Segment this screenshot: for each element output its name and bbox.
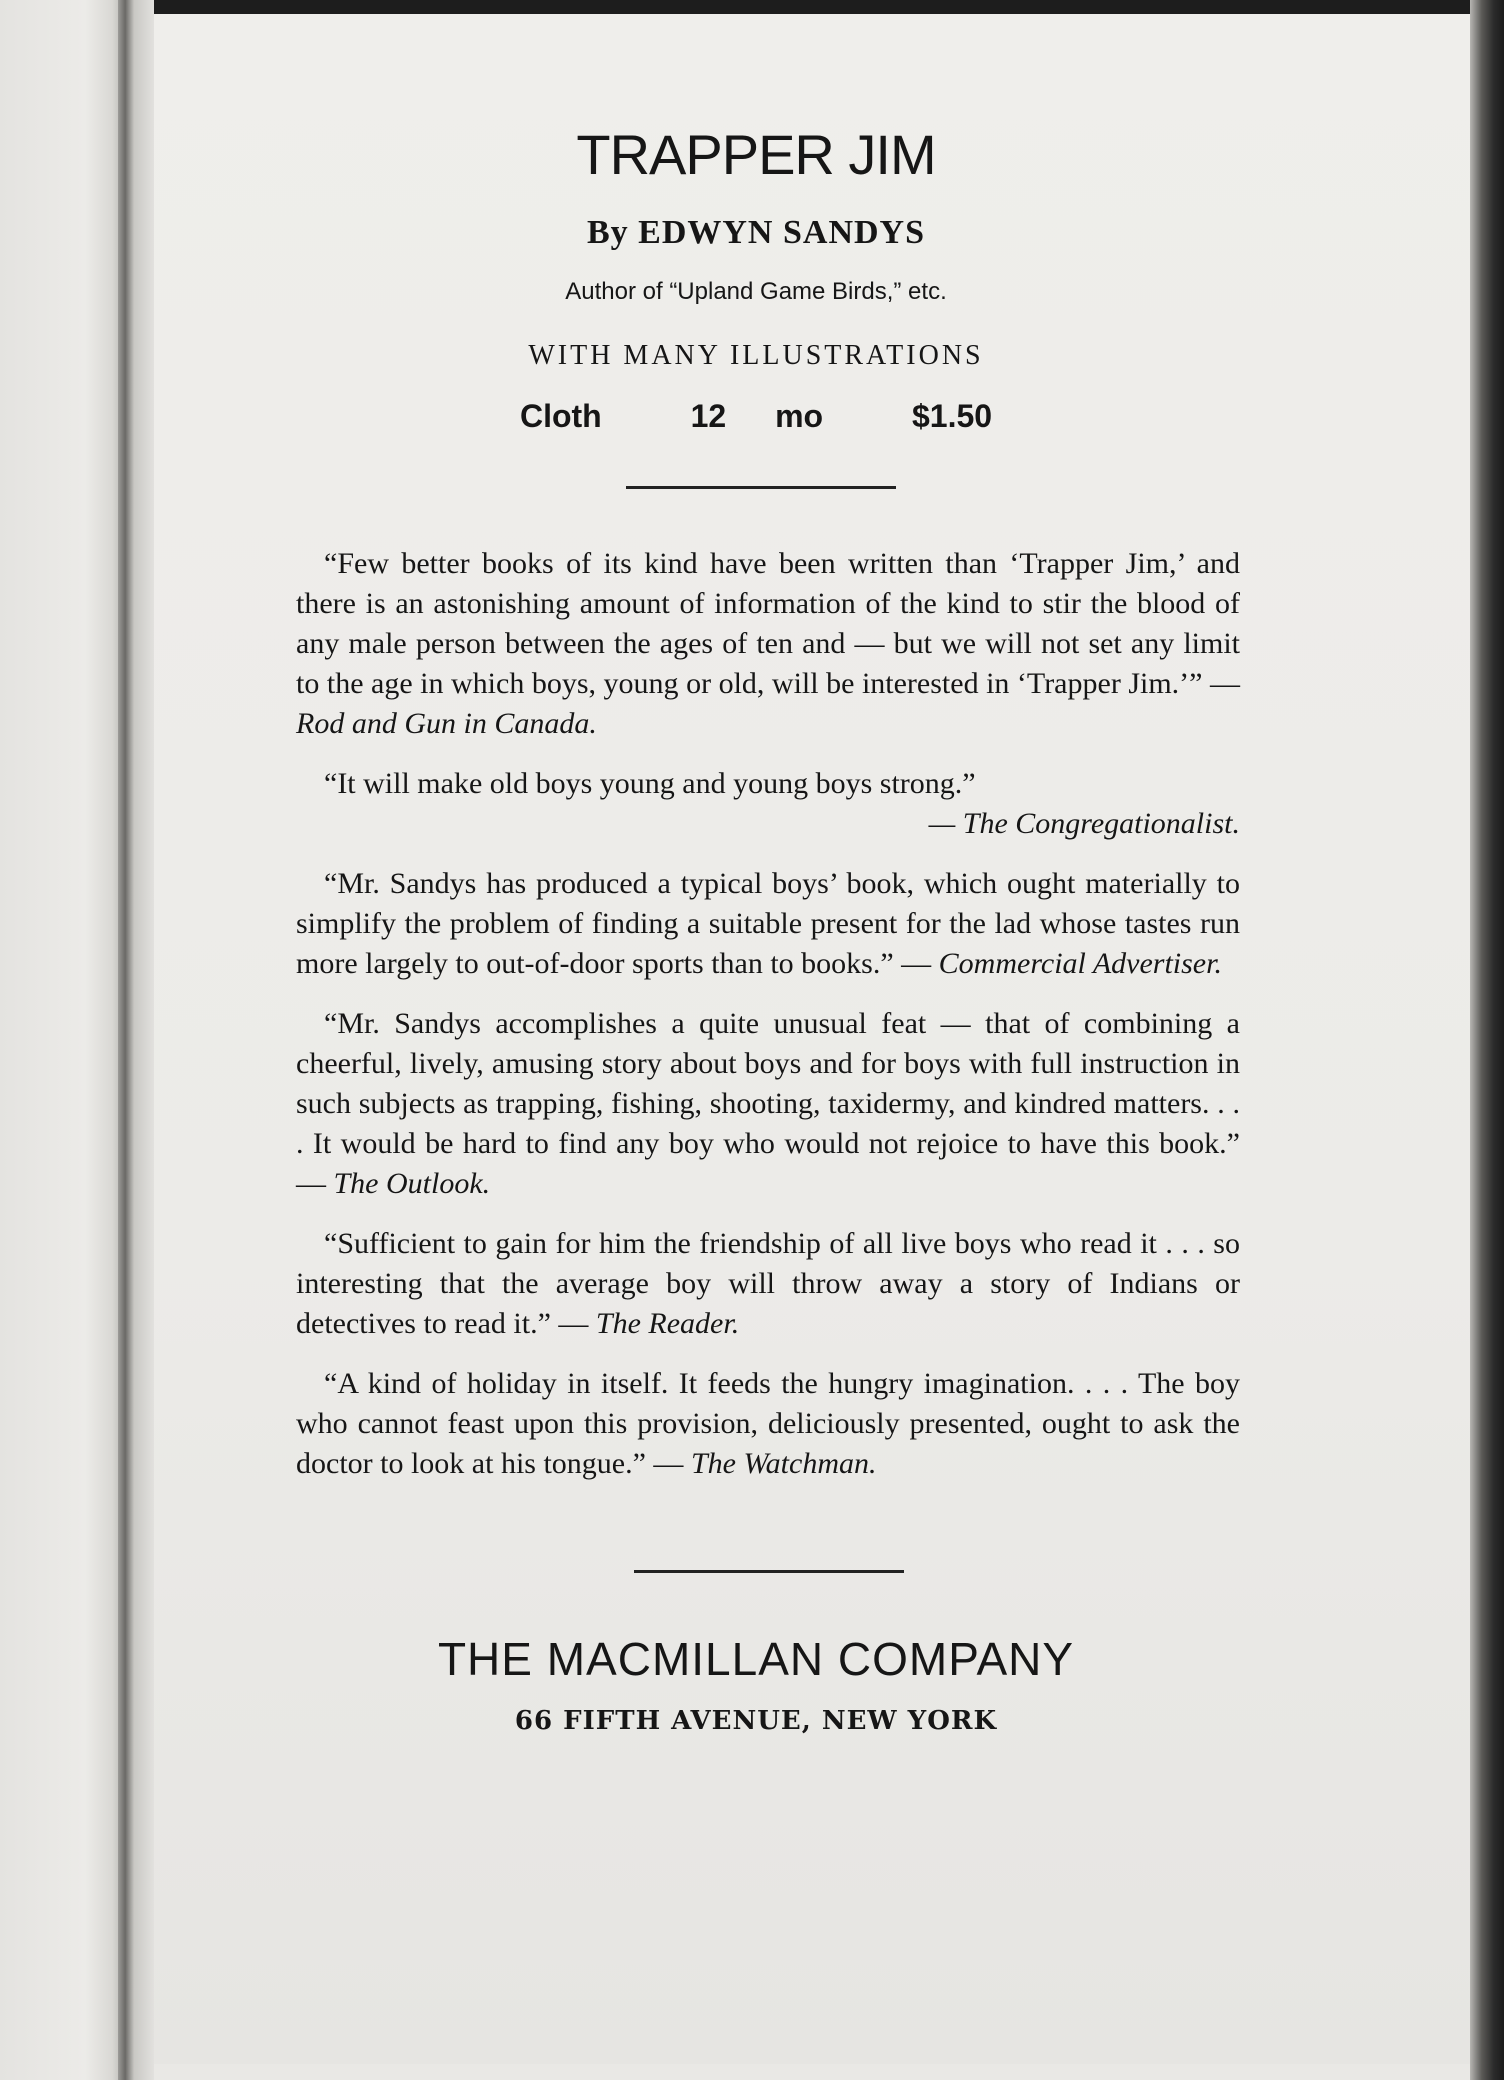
book-title: TRAPPER JIM bbox=[576, 123, 936, 186]
publisher-address: 66 FIFTH AVENUE, NEW YORK bbox=[514, 1706, 998, 1736]
review-quote bbox=[296, 864, 1240, 984]
author-byline: By EDWYN SANDYS bbox=[586, 214, 926, 251]
divider-rule bbox=[626, 486, 896, 489]
format: 12 mo bbox=[690, 398, 824, 434]
book-gutter bbox=[118, 0, 154, 2080]
review-quote bbox=[296, 1224, 1240, 1344]
price: $1.50 bbox=[911, 398, 993, 434]
review-text: “A kind of holiday in itself. It feeds the hungry imagination. . . . The boy who cannot feast upon this provision, deliciously presented, ought to ask the doctor to look at his tongue.” — bbox=[296, 1367, 1240, 1480]
review-text: “Sufficient to gain for him the friendship of all live boys who read it . . . so interesting that the average boy will throw away a story of Indians or detectives to read it.” — bbox=[296, 1227, 1240, 1340]
publisher-name: THE MACMILLAN COMPANY bbox=[437, 1633, 1075, 1685]
review-text: “Few better books of its kind have been written than ‘Trapper Jim,’ and there is an astonishing amount of information of the kind to stir the blood of any male person between the ages of ten and — but we will not set any limit to the age in which boys, young or old, will be interested in ‘Trapper Jim.’” — bbox=[296, 547, 1240, 700]
review-text: “Mr. Sandys has produced a typical boys’ book, which ought materially to simplify the problem of finding a suitable present for the lad whose tastes run more largely to out-of-door sports than to books.” — bbox=[296, 867, 1240, 980]
price-line bbox=[154, 398, 1358, 435]
review-source: The Outlook. bbox=[333, 1167, 491, 1200]
illustrations-note: WITH MANY ILLUSTRATIONS bbox=[528, 340, 984, 371]
author-note: Author of “Upland Game Birds,” etc. bbox=[565, 278, 947, 305]
review-quote bbox=[296, 1364, 1240, 1484]
review-quote bbox=[296, 1004, 1240, 1204]
review-quote bbox=[296, 544, 1240, 744]
advertisement-page bbox=[154, 14, 1470, 2064]
review-source: The Reader. bbox=[595, 1307, 740, 1340]
binding: Cloth bbox=[519, 398, 602, 434]
review-text: “It will make old boys young and young boys strong.” bbox=[324, 767, 976, 800]
reviews-section bbox=[296, 544, 1240, 1504]
review-source: Commercial Advertiser. bbox=[938, 947, 1222, 980]
facing-page-edge bbox=[0, 0, 122, 2080]
review-source: — The Congregationalist. bbox=[928, 807, 1240, 840]
review-source: Rod and Gun in Canada. bbox=[296, 707, 597, 740]
review-quote bbox=[296, 764, 1240, 844]
scan-top-border bbox=[0, 0, 1504, 14]
review-text: “Mr. Sandys accomplishes a quite unusual feat — that of combining a cheerful, lively, amusing story about boys and for boys with full instruction in such subjects as trapping, fishing, shooting, taxidermy, and kindred matters. . . . It would be hard to find any boy who would not rejoice to have this book.” — bbox=[296, 1007, 1240, 1200]
divider-rule bbox=[634, 1570, 904, 1573]
review-source: The Watchman. bbox=[690, 1447, 877, 1480]
page-edge-shadow bbox=[1470, 0, 1504, 2080]
